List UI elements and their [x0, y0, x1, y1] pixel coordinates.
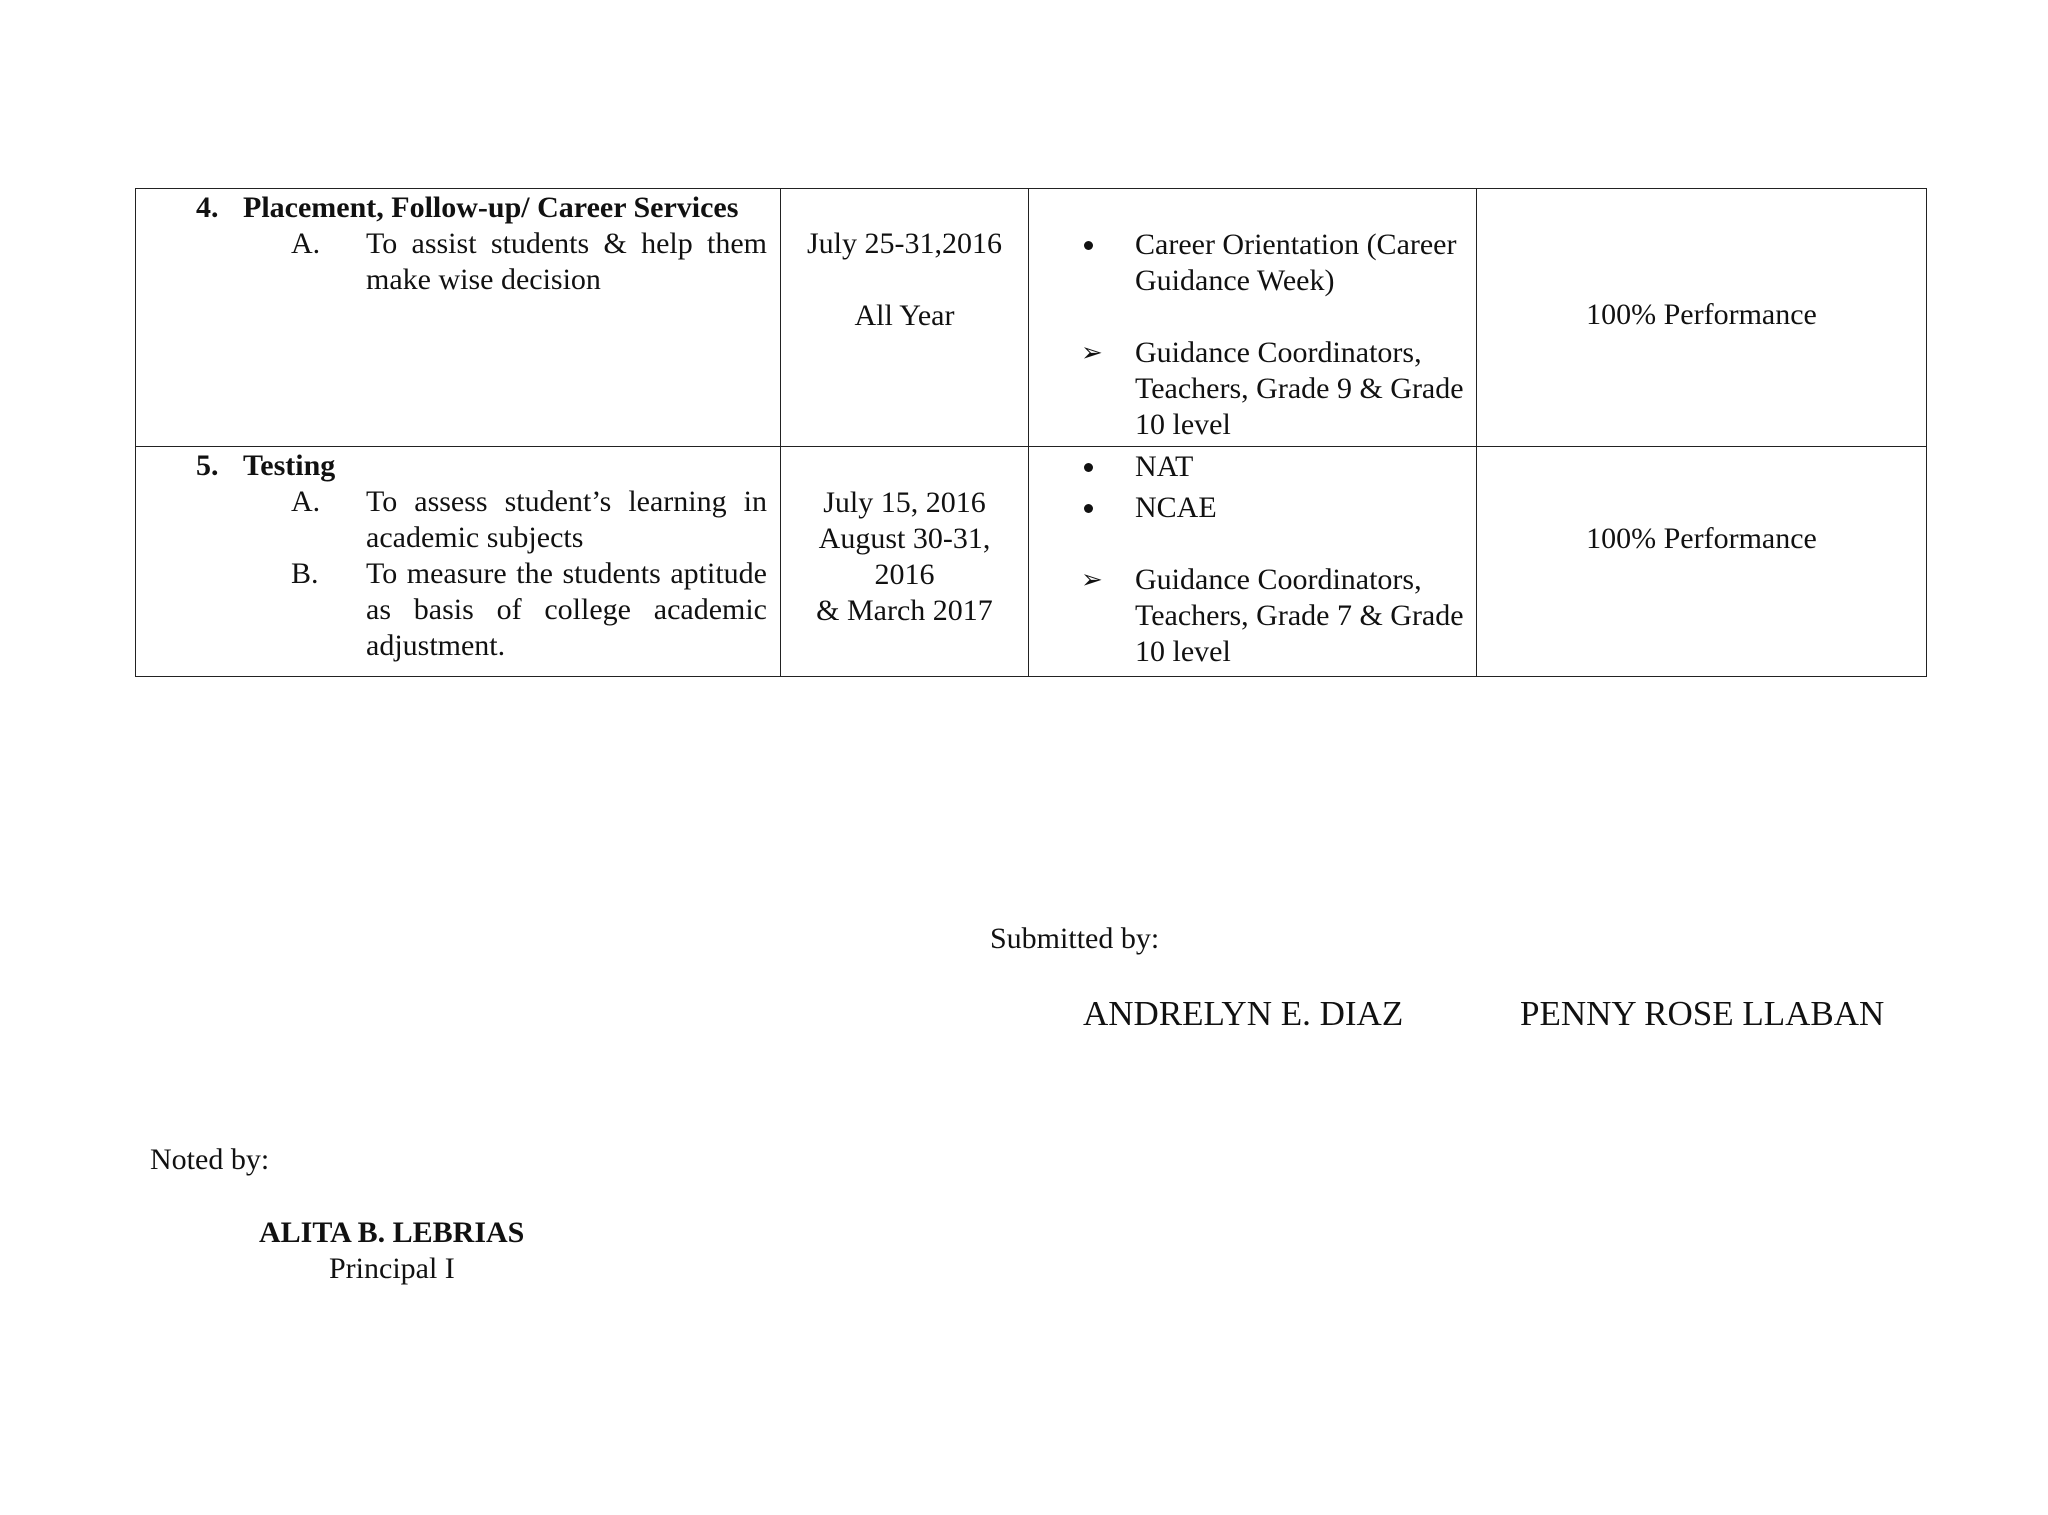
table-row	[136, 447, 1927, 677]
date-line: 2016	[874, 558, 935, 591]
submitter-name: PENNY ROSE LLABAN	[1520, 994, 1885, 1033]
submitter-name: ANDRELYN E. DIAZ	[1083, 994, 1404, 1033]
time-frame-cell	[781, 189, 1029, 447]
person-involved-text: Guidance Coordinators, Teachers, Grade 7 & Grade 10 level	[1135, 563, 1464, 668]
arrow-bullet-icon: ➢	[1081, 565, 1103, 595]
objective-letter: A.	[291, 485, 321, 518]
objective-item	[136, 556, 780, 664]
objectives-cell	[136, 189, 781, 447]
person-involved-item	[1079, 335, 1476, 443]
success-indicator-text: 100% Performance	[1586, 522, 1817, 555]
section-title: Placement, Follow-up/ Career Services	[243, 191, 739, 224]
activity-text: NCAE	[1135, 491, 1217, 524]
person-involved-item	[1079, 562, 1476, 670]
bullet-icon	[1084, 463, 1093, 472]
objectives-cell	[136, 447, 781, 677]
time-frame-cell	[781, 447, 1029, 677]
submitted-by-label: Submitted by:	[990, 922, 1160, 955]
objective-letter: A.	[291, 227, 321, 260]
objective-letter: B.	[291, 557, 319, 590]
bullet-icon	[1084, 241, 1093, 250]
activities-cell	[1029, 189, 1477, 447]
date-line: & March 2017	[816, 594, 993, 627]
objective-item	[136, 226, 780, 298]
success-indicator-cell	[1477, 447, 1927, 677]
objective-item	[136, 484, 780, 556]
activity-item	[1079, 449, 1476, 485]
activity-text: NAT	[1135, 450, 1194, 483]
objective-text: To assist students & help them make wise decision	[366, 227, 767, 296]
success-indicator-cell	[1477, 189, 1927, 447]
activities-cell	[1029, 447, 1477, 677]
person-involved-text: Guidance Coordinators, Teachers, Grade 9 & Grade 10 level	[1135, 336, 1464, 441]
objective-text: To measure the students aptitude as basis of college academic adjustment.	[366, 557, 767, 662]
objective-text: To assess student’s learning in academic subjects	[366, 485, 767, 554]
section-heading	[136, 448, 780, 484]
principal-title: Principal I	[329, 1252, 455, 1285]
section-title: Testing	[243, 449, 336, 482]
noted-by-label: Noted by:	[150, 1143, 270, 1176]
section-number: 5.	[196, 449, 219, 482]
date-line: July 15, 2016	[823, 486, 986, 519]
section-number: 4.	[196, 191, 219, 224]
date-line: All Year	[854, 299, 955, 332]
date-line: July 25-31,2016	[807, 227, 1002, 260]
activity-item	[1079, 490, 1476, 526]
success-indicator-text: 100% Performance	[1586, 298, 1817, 331]
activity-text: Career Orientation (Career Guidance Week)	[1135, 228, 1457, 297]
bullet-icon	[1084, 504, 1093, 513]
arrow-bullet-icon: ➢	[1081, 338, 1103, 368]
guidance-plan-table	[135, 188, 1927, 677]
table-row	[136, 189, 1927, 447]
principal-name: ALITA B. LEBRIAS	[259, 1216, 525, 1249]
date-line: August 30-31,	[818, 522, 991, 555]
activity-item	[1079, 227, 1476, 299]
section-heading	[136, 190, 780, 226]
